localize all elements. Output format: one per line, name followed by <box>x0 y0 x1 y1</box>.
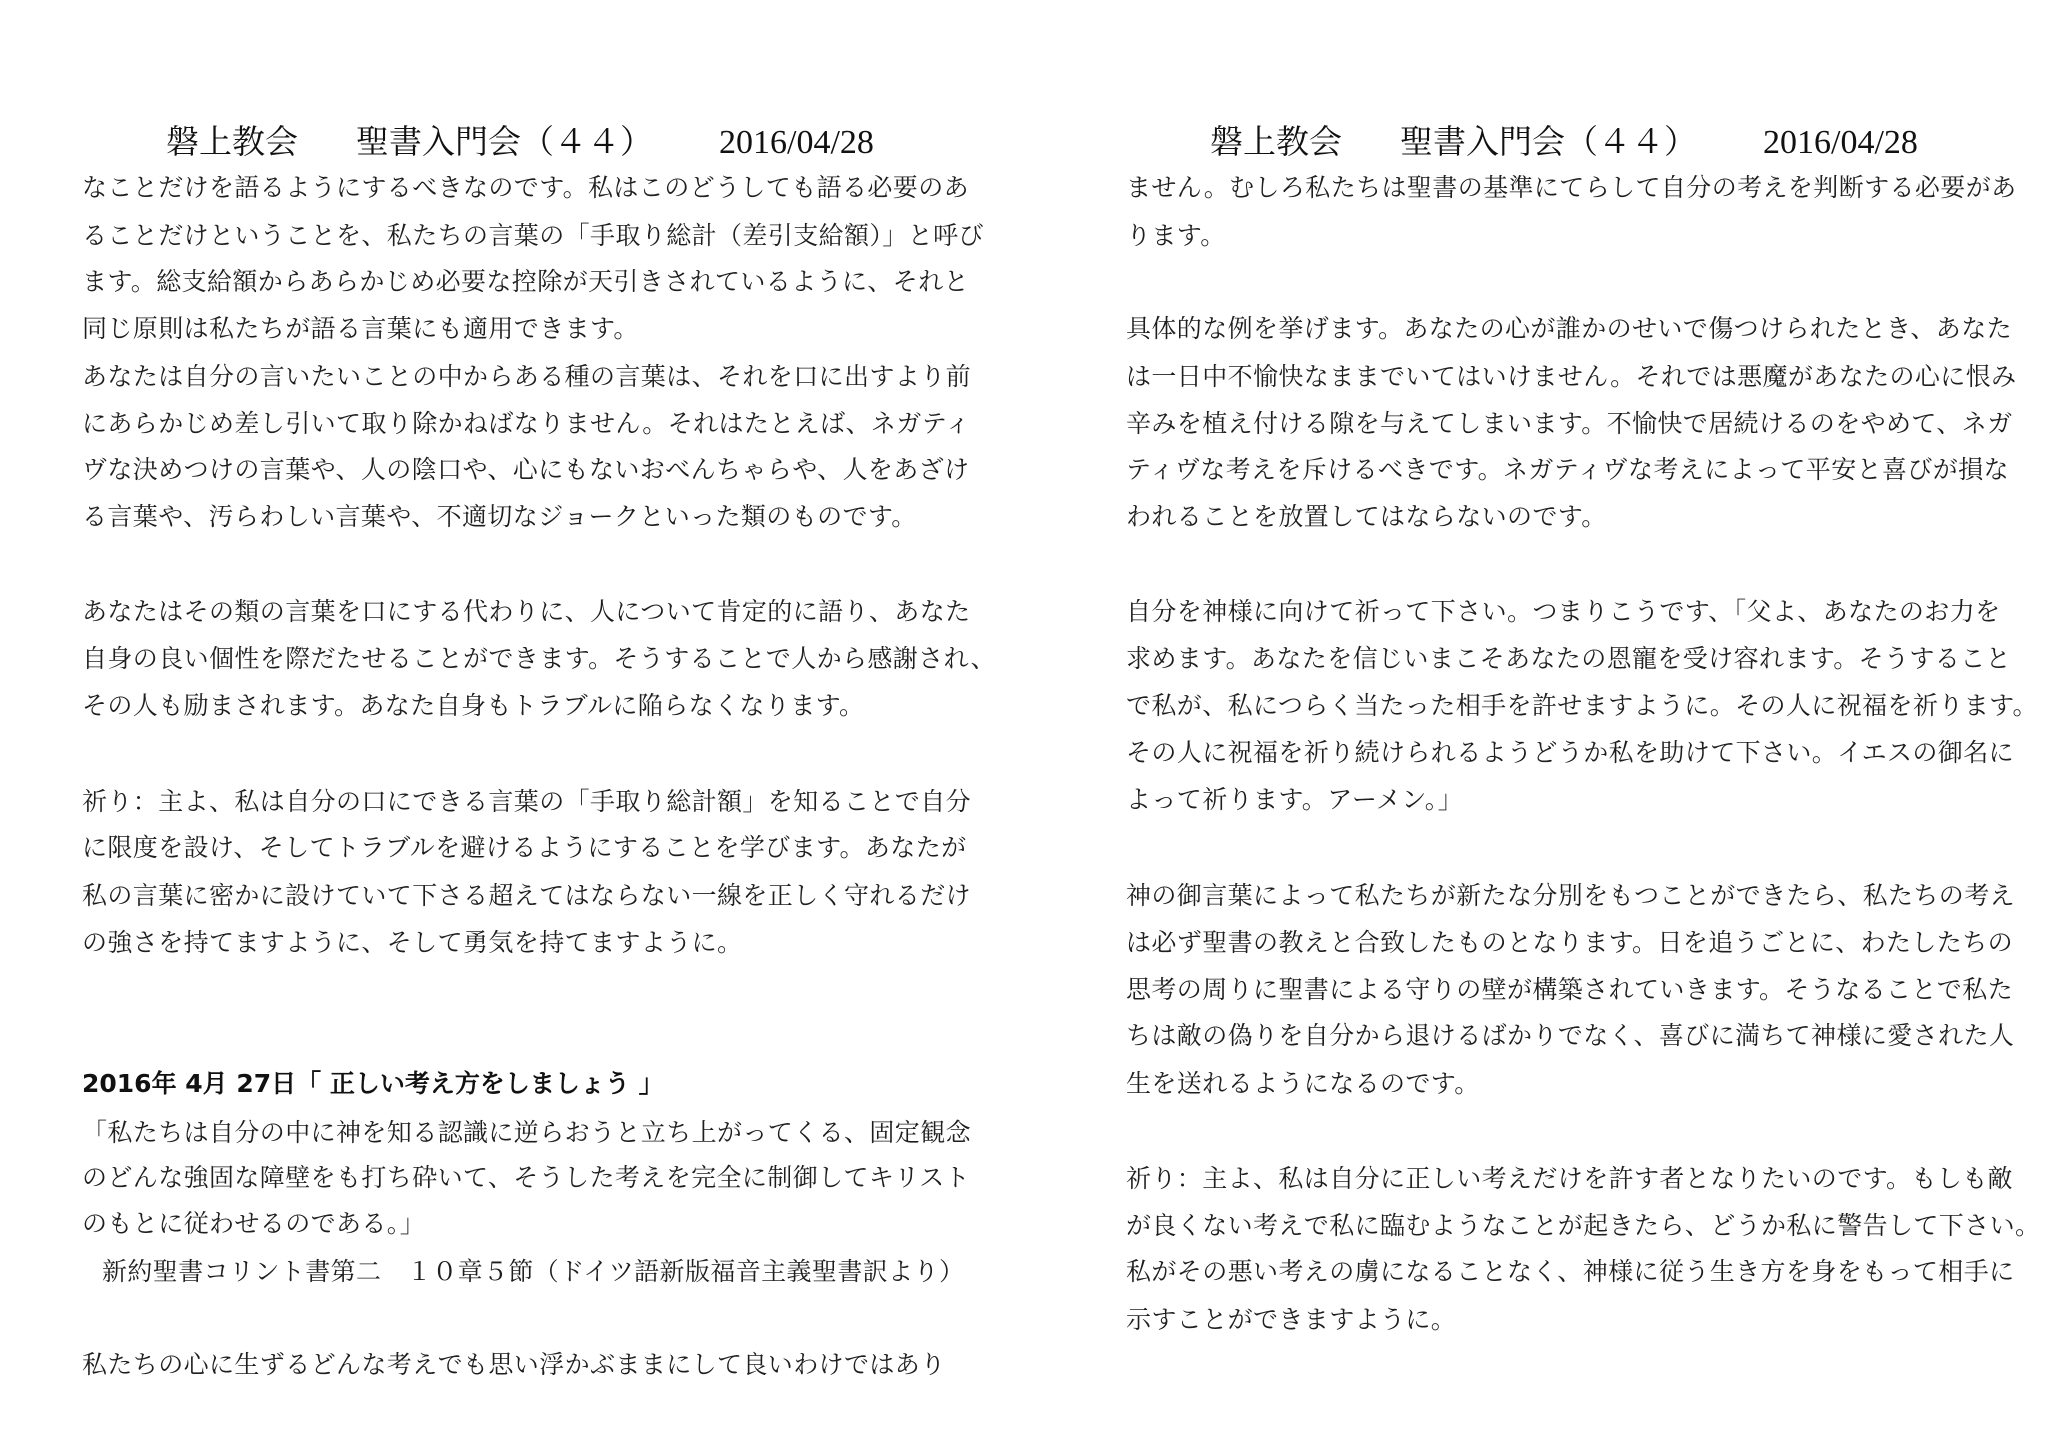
prayer-line: に限度を設け、そしてトラブルを避けるようにすることを学びます。あなたが <box>82 833 967 862</box>
body-line: なことだけを語るようにするべきなのです。私はこのどうしても語る必要のあ <box>82 173 970 202</box>
body-line: 思考の周りに聖書による守りの壁が構築されていきます。そうなることで私た <box>1126 975 2014 1004</box>
body-line: は一日中不愉快なままでいてはいけません。それでは悪魔があなたの心に恨み <box>1126 362 2017 391</box>
header-date: 2016/04/28 <box>719 124 874 161</box>
page-header <box>166 118 874 166</box>
prayer-line: 祈り：主よ、私は自分の口にできる言葉の「手取り総計額」を知ることで自分 <box>82 787 972 816</box>
series-title: 聖書入門会（４４） <box>1400 122 1697 161</box>
header-date: 2016/04/28 <box>1763 124 1918 161</box>
body-line: その人に祝福を祈り続けられるようどうか私を助けて下さい。イエスの御名に <box>1126 738 2015 767</box>
devotion-heading: 2016年 4月 27日「 正しい考え方をしましょう 」 <box>82 1069 664 1098</box>
body-line: 求めます。あなたを信じいまこそあなたの恩寵を受け容れます。そうすること <box>1126 644 2012 673</box>
prayer-line: が良くない考えで私に臨むようなことが起きたら、どうか私に警告して下さい。 <box>1126 1211 2041 1240</box>
body-line: 私たちの心に生ずるどんな考えでも思い浮かぶままにして良いわけではあり <box>82 1350 946 1379</box>
prayer-line: 私がその悪い考えの虜になることなく、神様に従う生き方を身をもって相手に <box>1126 1257 2015 1286</box>
body-line: 自分を神様に向けて祈って下さい。つまりこうです、「父よ、あなたのお力を <box>1126 597 2001 626</box>
right-page <box>1024 0 2048 1449</box>
body-line: る言葉や、汚らわしい言葉や、不適切なジョークといった類のものです。 <box>82 502 917 531</box>
body-line: 辛みを植え付ける隙を与えてしまいます。不愉快で居続けるのをやめて、ネガ <box>1126 409 2013 438</box>
body-line: ちは敵の偽りを自分から退けるばかりでなく、喜びに満ちて神様に愛された人 <box>1126 1021 2015 1050</box>
body-line: 同じ原則は私たちが語る言葉にも適用できます。 <box>82 314 639 343</box>
body-line: その人も励まされます。あなた自身もトラブルに陥らなくなります。 <box>82 691 865 720</box>
body-line: 生を送れるようになるのです。 <box>1126 1069 1480 1098</box>
body-line: あなたは自分の言いたいことの中からある種の言葉は、それを口に出すより前 <box>82 362 972 391</box>
body-line: ることだけということを、私たちの言葉の「手取り総計（差引支給額）」と呼び <box>82 221 984 250</box>
body-line: 自身の良い個性を際だたせることができます。そうすることで人から感謝され、 <box>82 644 996 673</box>
prayer-line: 私の言葉に密かに設けていて下さる超えてはならない一線を正しく守れるだけ <box>82 881 972 910</box>
body-line: ません。むしろ私たちは聖書の基準にてらして自分の考えを判断する必要があ <box>1126 173 2017 202</box>
church-name: 磐上教会 <box>1210 122 1342 161</box>
body-line: は必ず聖書の教えと合致したものとなります。日を追うごとに、わたしたちの <box>1126 928 2014 957</box>
body-line: にあらかじめ差し引いて取り除かねばなりません。それはたとえば、ネガティ <box>82 409 971 438</box>
scripture-reference: 新約聖書コリント書第二 １０章５節（ドイツ語新版福音主義聖書訳より） <box>102 1257 965 1286</box>
body-line: で私が、私につらく当たった相手を許せますように。その人に祝福を祈ります。 <box>1126 691 2038 720</box>
body-line: ヴな決めつけの言葉や、人の陰口や、心にもないおべんちゃらや、人をあざけ <box>82 455 970 484</box>
body-line: あなたはその類の言葉を口にする代わりに、人について肯定的に語り、あなた <box>82 597 971 626</box>
scripture-line: 「私たちは自分の中に神を知る認識に逆らおうと立ち上がってくる、固定観念 <box>82 1118 972 1147</box>
body-line: 神の御言葉によって私たちが新たな分別をもつことができたら、私たちの考え <box>1126 881 2016 910</box>
prayer-line: の強さを持てますように、そして勇気を持てますように。 <box>82 928 743 957</box>
prayer-line: 示すことができますように。 <box>1126 1305 1457 1334</box>
prayer-line: 祈り：主よ、私は自分に正しい考えだけを許す者となりたいのです。もしも敵 <box>1126 1164 2014 1193</box>
body-line: ます。総支給額からあらかじめ必要な控除が天引きされているように、それと <box>82 267 970 296</box>
body-line: ティヴな考えを斥けるべきです。ネガティヴな考えによって平安と喜びが損な <box>1126 455 2010 484</box>
church-name: 磐上教会 <box>166 122 298 161</box>
scripture-line: のどんな強固な障壁をも打ち砕いて、そうした考えを完全に制御してキリスト <box>82 1163 971 1192</box>
page-header <box>1210 118 1918 166</box>
series-title: 聖書入門会（４４） <box>356 122 653 161</box>
body-line: よって祈ります。アーメン。」 <box>1126 785 1464 814</box>
scripture-line: のもとに従わせるのである。」 <box>82 1209 426 1238</box>
body-line: 具体的な例を挙げます。あなたの心が誰かのせいで傷つけられたとき、あなた <box>1126 314 2013 343</box>
body-line: われることを放置してはならないのです。 <box>1126 502 1607 531</box>
body-line: ります。 <box>1126 221 1226 250</box>
